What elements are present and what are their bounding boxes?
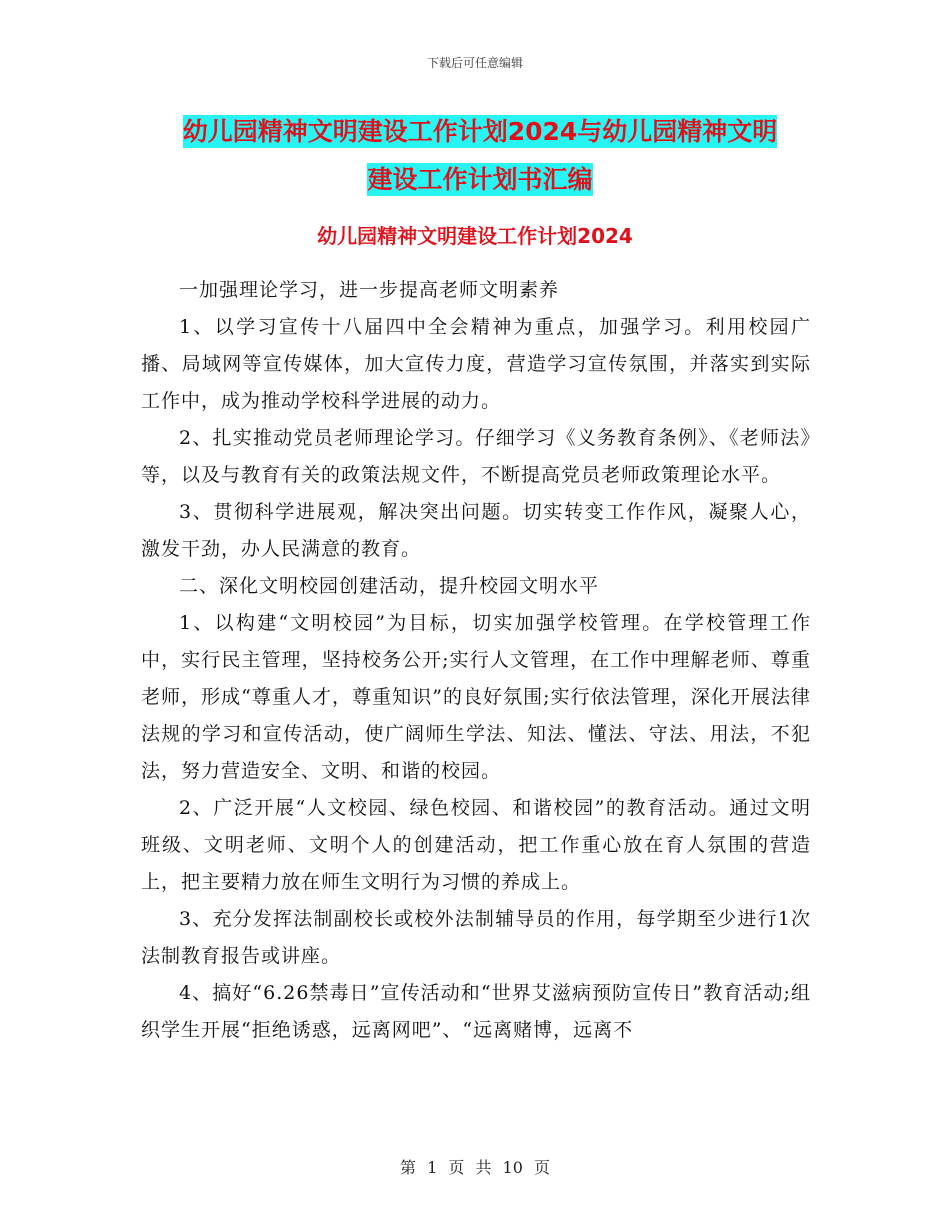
- paragraph: 1、以构建“文明校园”为目标，切实加强学校管理。在学校管理工作中，实行民主管理，坚持校务公开;实行人文管理，在工作中理解老师、尊重老师，形成“尊重人才，尊重知识”的良好氛围;实行依法管理，深化开展法律法规的学习和宣传活动，使广阔师生学法、知法、懂法、守法、用法，不犯法，努力营造安全、文明、和谐的校园。: [141, 612, 811, 782]
- paragraph: 1、以学习宣传十八届四中全会精神为重点，加强学习。利用校园广播、局域网等宣传媒体，加大宣传力度，营造学习宣传氛围，并落实到实际工作中，成为推动学校科学进展的动力。: [141, 316, 811, 412]
- paragraph: 3、充分发挥法制副校长或校外法制辅导员的作用，每学期至少进行1次法制教育报告或讲座。: [141, 908, 811, 967]
- page-number-footer: 第 1 页 共 10 页: [400, 1158, 550, 1177]
- paragraph-heading-2: 二、深化文明校园创建活动，提升校园文明水平: [179, 575, 600, 597]
- paragraph: 2、扎实推动党员老师理论学习。仔细学习《义务教育条例》、《老师法》等，以及与教育有关的政策法规文件，不断提高党员老师政策理论水平。: [141, 427, 811, 486]
- paragraph: 4、搞好“6.26禁毒日”宣传活动和“世界艾滋病预防宣传日”教育活动;组织学生开展“拒绝诱惑，远离网吧”、“远离赌博，远离不: [141, 982, 811, 1041]
- body-text: [141, 272, 811, 1049]
- paragraph-heading-1: 一加强理论学习，进一步提高老师文明素养: [179, 279, 560, 301]
- document-main-title: [140, 108, 820, 204]
- section-title: 幼儿园精神文明建设工作计划2024: [317, 224, 633, 248]
- main-title-line-1: 幼儿园精神文明建设工作计划2024与幼儿园精神文明: [182, 117, 778, 146]
- main-title-line-2: 建设工作计划书汇编: [367, 165, 593, 194]
- header-note: 下载后可任意编辑: [426, 56, 523, 70]
- paragraph: 2、广泛开展“人文校园、绿色校园、和谐校园”的教育活动。通过文明班级、文明老师、文明个人的创建活动，把工作重心放在育人氛围的营造上，把主要精力放在师生文明行为习惯的养成上。: [141, 797, 811, 893]
- paragraph: 3、贯彻科学进展观，解决突出问题。切实转变工作作风，凝聚人心，激发干劲，办人民满意的教育。: [141, 501, 811, 560]
